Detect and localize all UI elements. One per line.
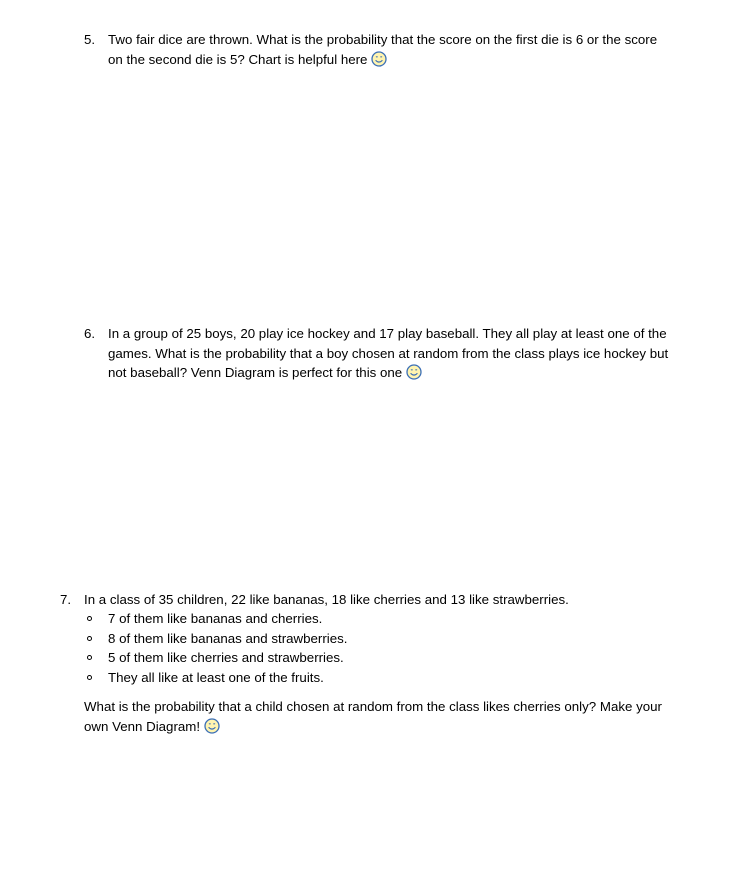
smiley-face-icon	[406, 364, 422, 380]
question-5	[84, 30, 704, 72]
smiley-face-icon	[204, 718, 220, 734]
question-line: Two fair dice are thrown. What is the probability that the score on the first die is 6 or the score	[108, 32, 658, 47]
question-number: 5.	[84, 32, 96, 47]
question-line	[84, 717, 724, 737]
bullet-icon	[87, 636, 92, 641]
question-line	[108, 363, 668, 383]
list-item-text: 7 of them like bananas and cherries.	[108, 611, 323, 626]
question-intro: In a class of 35 children, 22 like bananas, 18 like cherries and 13 like strawberries.	[84, 592, 569, 607]
question-7	[60, 590, 700, 610]
list-item-text: 8 of them like bananas and strawberries.	[108, 630, 348, 646]
list-item	[84, 668, 347, 688]
question-6	[84, 324, 704, 386]
question-line	[108, 50, 657, 70]
question-7-closing	[84, 697, 724, 739]
list-item	[84, 648, 347, 668]
list-item	[84, 629, 347, 649]
question-line-text: on the second die is 5? Chart is helpful here	[108, 51, 368, 67]
question-number: 7.	[60, 592, 72, 607]
bullet-icon	[87, 655, 92, 660]
question-line: What is the probability that a child chosen at random from the class likes cherries only? Make your	[84, 699, 662, 714]
question-text	[108, 324, 668, 383]
question-text	[108, 30, 657, 69]
question-line-text: own Venn Diagram!	[84, 718, 201, 734]
bullet-icon	[87, 616, 92, 621]
bullet-icon	[87, 675, 92, 680]
list-item	[84, 609, 347, 629]
smiley-face-icon	[371, 51, 387, 67]
question-7-conditions	[84, 609, 347, 687]
question-line: games. What is the probability that a boy chosen at random from the class plays ice hockey but	[108, 345, 669, 361]
question-line: In a group of 25 boys, 20 play ice hockey and 17 play baseball. They all play at least one of the	[108, 326, 667, 341]
question-line-text: not baseball? Venn Diagram is perfect for this one	[108, 365, 403, 380]
question-number: 6.	[84, 326, 96, 341]
list-item-text: They all like at least one of the fruits.	[108, 669, 324, 685]
list-item-text: 5 of them like cherries and strawberries.	[108, 650, 344, 665]
